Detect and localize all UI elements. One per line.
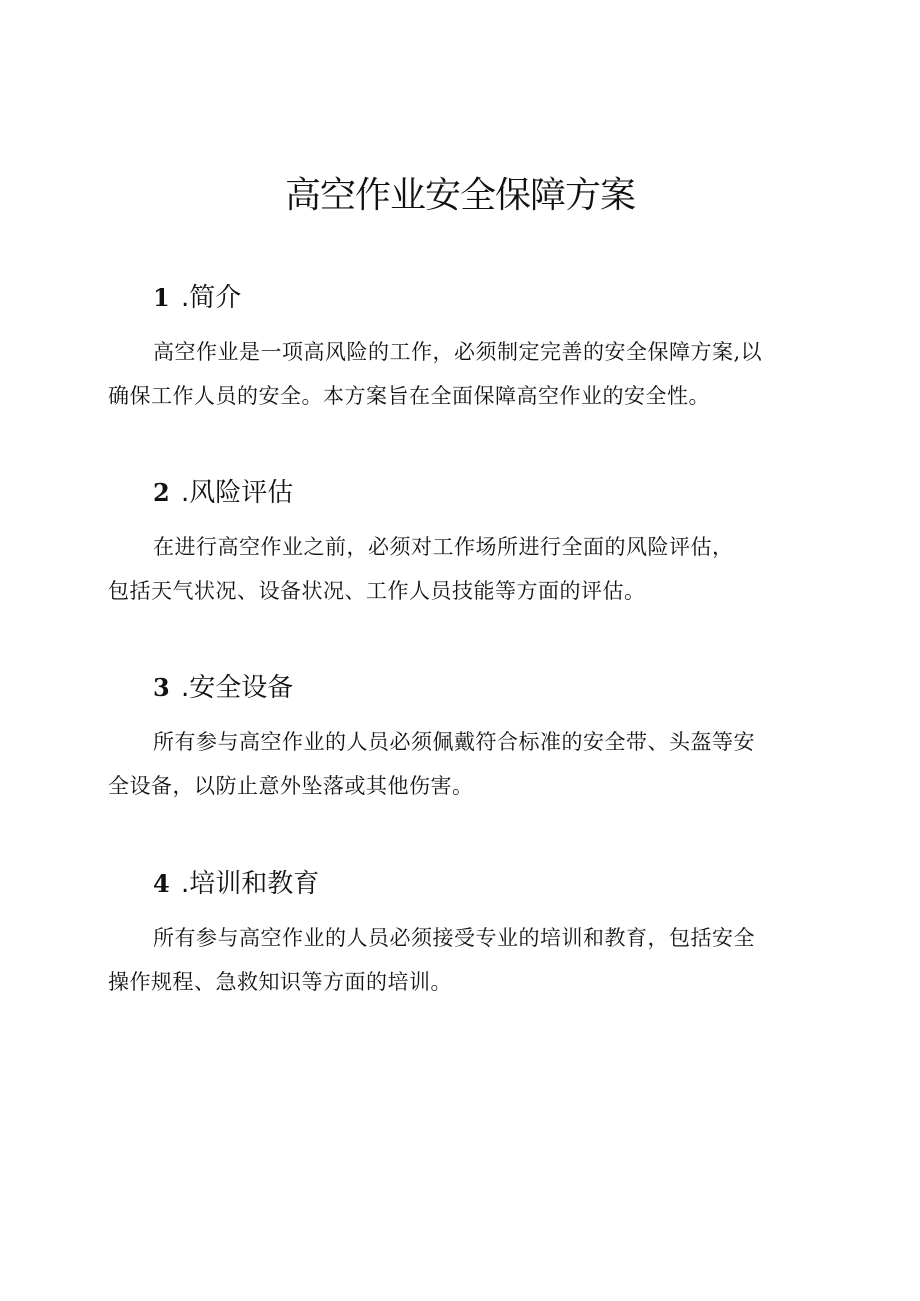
paragraph-line: 操作规程、急救知识等方面的培训。 [108, 970, 452, 994]
section-heading-text: .安全设备 [181, 673, 294, 703]
paragraph-line: 全设备，以防止意外坠落或其他伤害。 [108, 774, 474, 798]
section-heading-text: .培训和教育 [181, 869, 320, 899]
section-risk-assessment [108, 475, 808, 613]
section-paragraph [108, 720, 808, 808]
section-training-education [108, 866, 808, 1004]
paragraph-line: 确保工作人员的安全。本方案旨在全面保障高空作业的安全性。 [108, 384, 710, 408]
paragraph-line: 所有参与高空作业的人员必须接受专业的培训和教育，包括安全 [153, 926, 755, 950]
section-number: 1 [153, 283, 170, 312]
paragraph-line: 高空作业是一项高风险的工作，必须制定完善的安全保障方案,以 [153, 340, 763, 364]
section-number: 4 [153, 869, 170, 898]
section-heading-text: .简介 [181, 283, 242, 313]
section-number: 2 [153, 478, 170, 507]
section-paragraph [108, 330, 808, 418]
section-safety-equipment [108, 670, 808, 808]
paragraph-line: 所有参与高空作业的人员必须佩戴符合标准的安全带、头盔等安 [153, 730, 755, 754]
section-heading-text: .风险评估 [181, 478, 294, 508]
section-number: 3 [153, 673, 170, 702]
section-heading [108, 670, 808, 706]
section-heading [108, 475, 808, 511]
section-introduction [108, 280, 808, 418]
section-heading [108, 280, 808, 316]
document-title: 高空作业安全保障方案 [284, 175, 635, 216]
section-heading [108, 866, 808, 902]
paragraph-line: 在进行高空作业之前，必须对工作场所进行全面的风险评估， [153, 535, 734, 559]
section-paragraph [108, 525, 808, 613]
paragraph-line: 包括天气状况、设备状况、工作人员技能等方面的评估。 [108, 579, 646, 603]
section-paragraph [108, 916, 808, 1004]
